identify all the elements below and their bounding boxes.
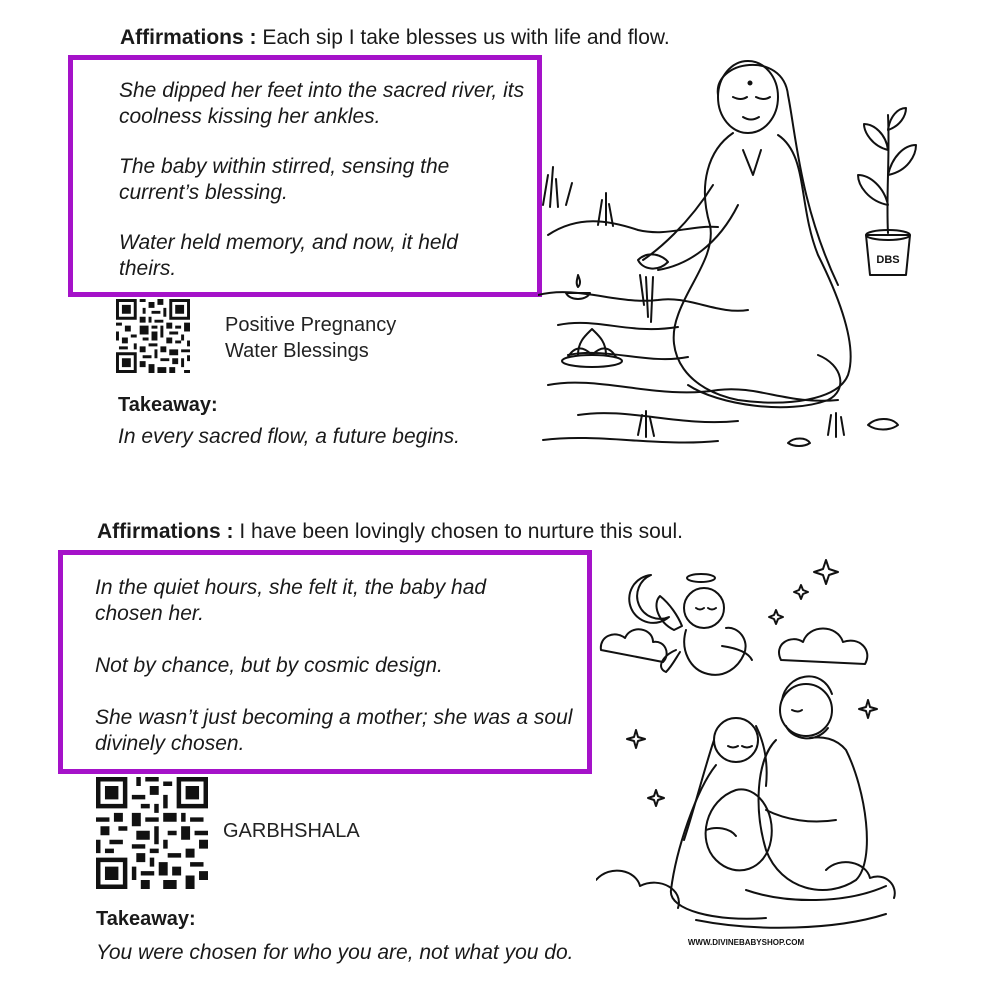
qr-label-line: GARBHSHALA [223, 820, 360, 842]
affirmation-line-2 [97, 520, 683, 544]
affirmation-text: Each sip I take blesses us with life and flow. [262, 26, 670, 49]
qr-code-2[interactable] [96, 777, 208, 889]
story-box-1 [68, 55, 542, 297]
story-box-2 [58, 550, 592, 774]
story-paragraph: She wasn’t just becoming a mother; she was a soul divinely chosen. [95, 706, 573, 755]
story-paragraph: Not by chance, but by cosmic design. [95, 654, 443, 677]
qr-label-2 [223, 818, 360, 844]
story-paragraph: The baby within stirred, sensing the current’s blessing. [119, 155, 450, 204]
story-paragraph: In the quiet hours, she felt it, the baby had chosen her. [95, 576, 487, 625]
story-paragraph: Water held memory, and now, it held theirs. [119, 231, 458, 280]
couple-with-angel-baby-illustration [596, 550, 896, 950]
qr-label-line: Water Blessings [225, 340, 369, 362]
website-watermark: WWW.DIVINEBABYSHOP.COM [687, 938, 805, 947]
pregnant-woman-by-river-illustration [538, 55, 920, 450]
affirmation-line-1 [120, 26, 670, 50]
affirmation-label: Affirmations : [120, 26, 257, 49]
qr-label-1 [225, 312, 396, 364]
qr-code-1[interactable] [116, 299, 190, 373]
takeaway-text-1: In every sacred flow, a future begins. [118, 425, 461, 448]
pot-label: DBS [876, 254, 900, 266]
affirmation-text: I have been lovingly chosen to nurture this soul. [239, 520, 683, 543]
qr-label-line: Positive Pregnancy [225, 314, 397, 336]
story-paragraph: She dipped her feet into the sacred river, its coolness kissing her ankles. [119, 79, 525, 128]
takeaway-heading-2: Takeaway: [96, 908, 196, 930]
takeaway-heading-1: Takeaway: [118, 394, 218, 416]
takeaway-text-2: You were chosen for who you are, not what you do. [96, 941, 574, 964]
affirmation-label: Affirmations : [97, 520, 234, 543]
